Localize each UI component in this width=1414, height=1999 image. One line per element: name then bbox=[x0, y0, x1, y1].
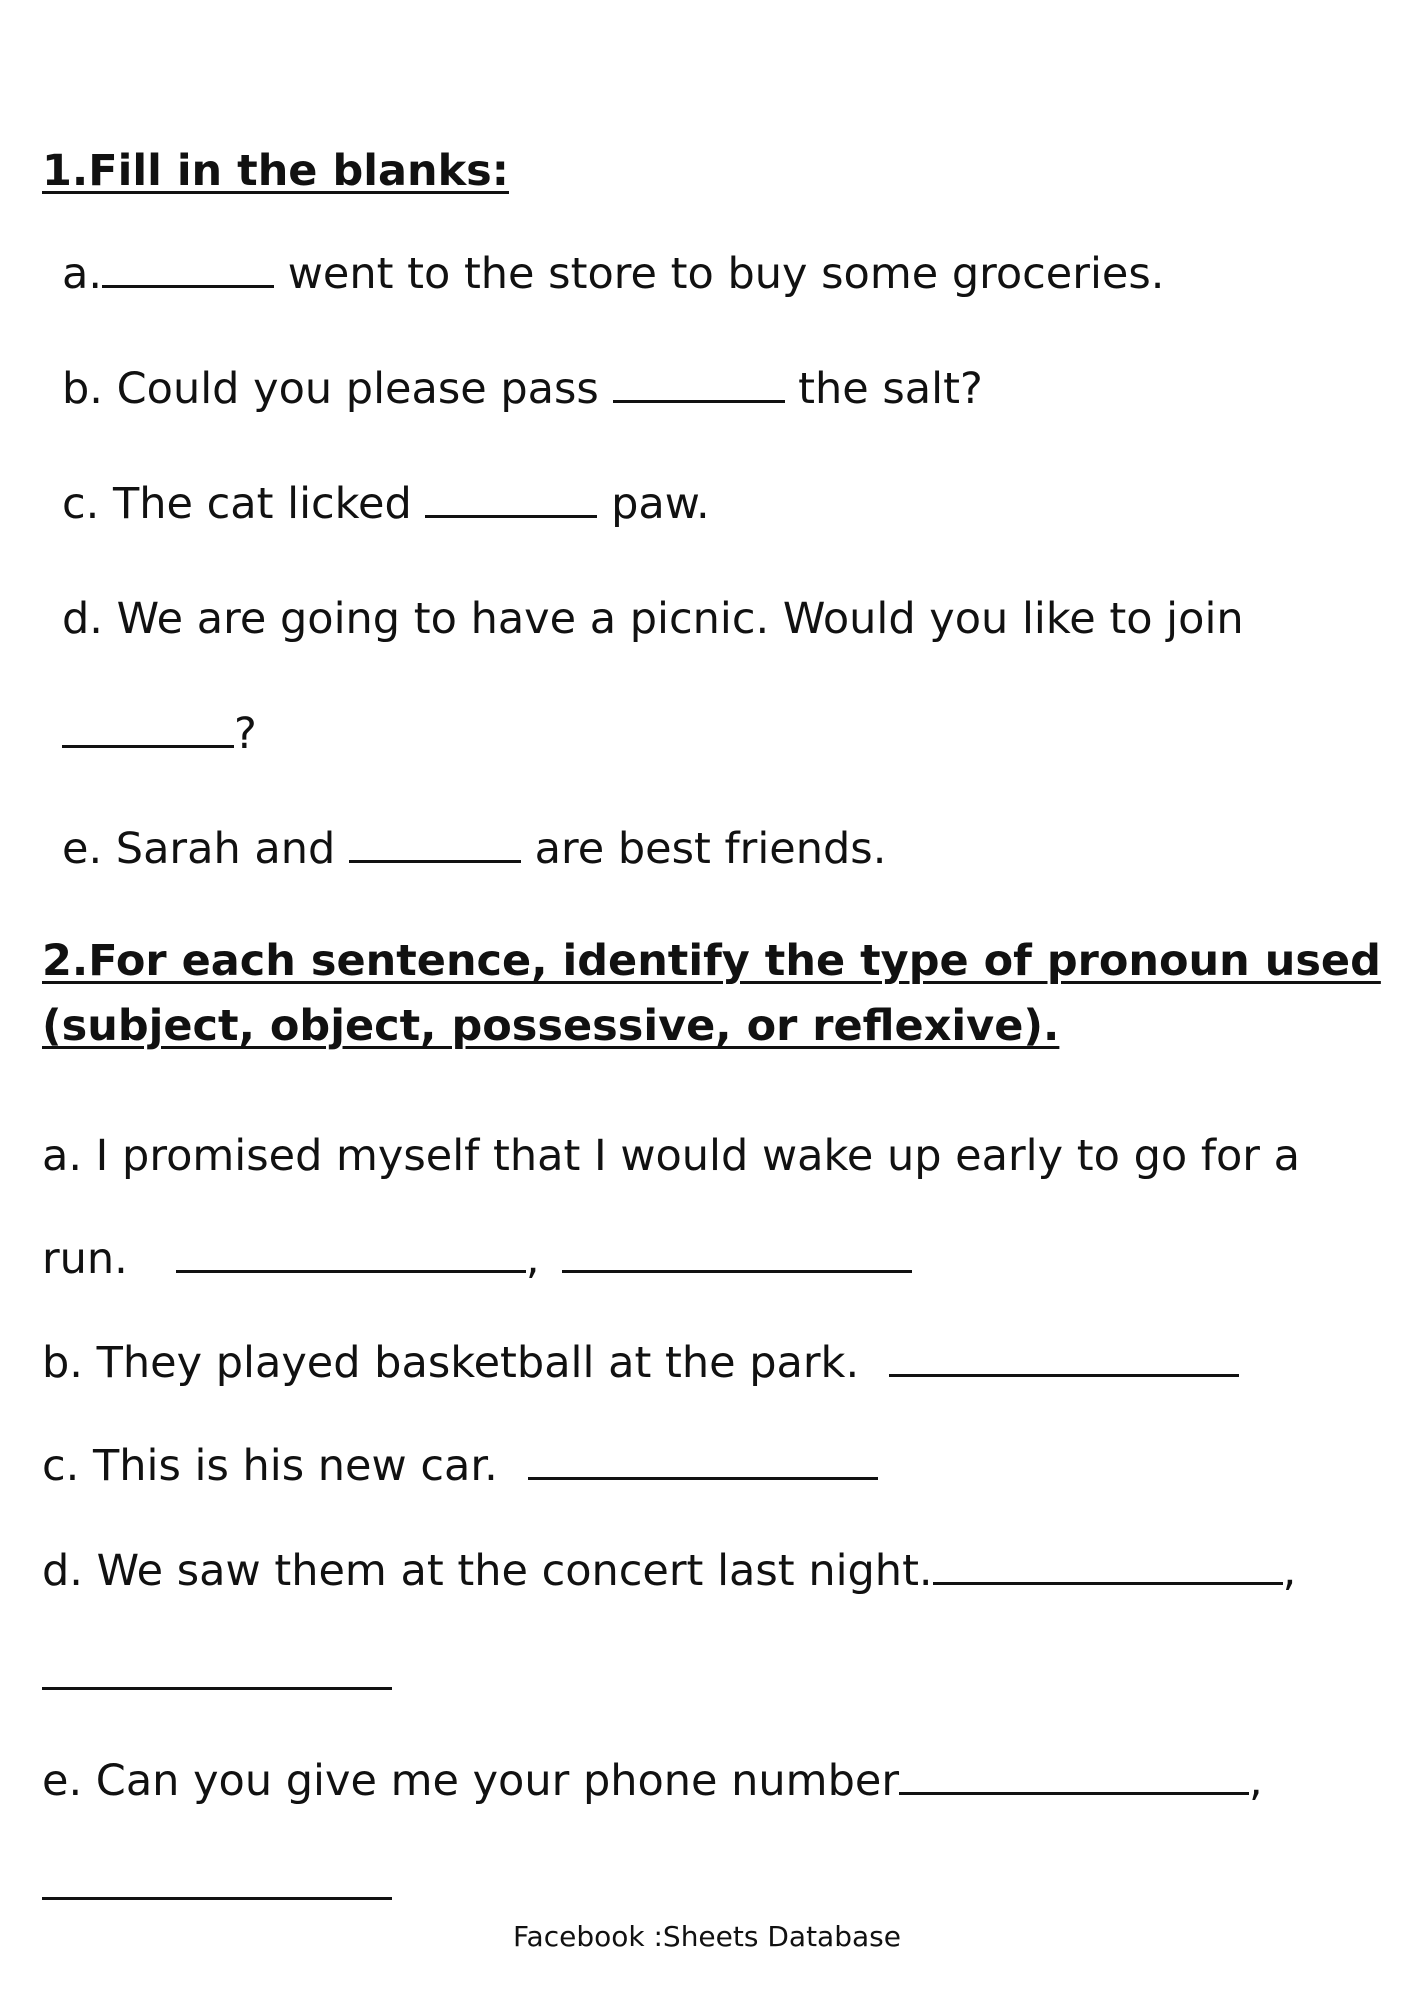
question-1d-line1: d. We are going to have a picnic. Would you like to join bbox=[62, 594, 1244, 644]
question-1e-text: e. Sarah and bbox=[62, 824, 349, 874]
question-2b bbox=[42, 1338, 1239, 1388]
question-2d-text: d. We saw them at the concert last night. bbox=[42, 1546, 933, 1596]
question-1c-text: c. The cat licked bbox=[62, 479, 426, 529]
question-1b-text: b. Could you please pass bbox=[62, 364, 613, 414]
answer-blank[interactable] bbox=[349, 859, 521, 863]
question-2a-text: run. bbox=[42, 1234, 128, 1284]
question-1d-suffix: ? bbox=[234, 709, 257, 759]
question-2c-text: c. This is his new car. bbox=[42, 1441, 498, 1491]
answer-blank[interactable] bbox=[562, 1269, 912, 1273]
answer-blank[interactable] bbox=[889, 1373, 1239, 1377]
question-1a-text: went to the store to buy some groceries. bbox=[274, 249, 1165, 299]
separator: , bbox=[1282, 1546, 1297, 1596]
question-2e bbox=[42, 1756, 1263, 1806]
question-2e-text: e. Can you give me your phone number bbox=[42, 1756, 899, 1806]
section2-heading-line1: 2.For each sentence, identify the type of pronoun used bbox=[42, 936, 1381, 986]
answer-blank[interactable] bbox=[899, 1791, 1249, 1795]
question-2a-line2 bbox=[42, 1234, 912, 1284]
answer-blank[interactable] bbox=[42, 1686, 392, 1690]
section1-heading: 1.Fill in the blanks: bbox=[42, 146, 509, 196]
answer-blank[interactable] bbox=[425, 514, 597, 518]
question-2d bbox=[42, 1546, 1297, 1596]
question-1b-suffix: the salt? bbox=[784, 364, 983, 414]
question-1d-line2 bbox=[62, 709, 257, 759]
separator: , bbox=[525, 1234, 540, 1284]
question-2d-line2 bbox=[42, 1655, 392, 1698]
section2-heading-line2: (subject, object, possessive, or reflexive). bbox=[42, 1001, 1060, 1051]
answer-blank[interactable] bbox=[176, 1269, 526, 1273]
question-1c bbox=[62, 479, 710, 529]
question-2a-line1: a. I promised myself that I would wake up early to go for a bbox=[42, 1131, 1300, 1181]
question-1e-suffix: are best friends. bbox=[520, 824, 887, 874]
question-2b-text: b. They played basketball at the park. bbox=[42, 1338, 860, 1388]
answer-blank[interactable] bbox=[933, 1581, 1283, 1585]
question-2c bbox=[42, 1441, 878, 1491]
answer-blank[interactable] bbox=[613, 399, 785, 403]
separator: , bbox=[1249, 1756, 1263, 1806]
question-1e bbox=[62, 824, 887, 874]
question-1c-suffix: paw. bbox=[597, 479, 710, 529]
answer-blank[interactable] bbox=[102, 284, 274, 288]
answer-blank[interactable] bbox=[42, 1896, 392, 1900]
answer-blank[interactable] bbox=[528, 1476, 878, 1480]
question-1a-prefix: a. bbox=[62, 249, 103, 299]
question-1a bbox=[62, 249, 1165, 299]
question-1b bbox=[62, 364, 983, 414]
footer-credit: Facebook :Sheets Database bbox=[513, 1920, 901, 1953]
question-2e-line2 bbox=[42, 1865, 392, 1908]
answer-blank[interactable] bbox=[62, 744, 234, 748]
